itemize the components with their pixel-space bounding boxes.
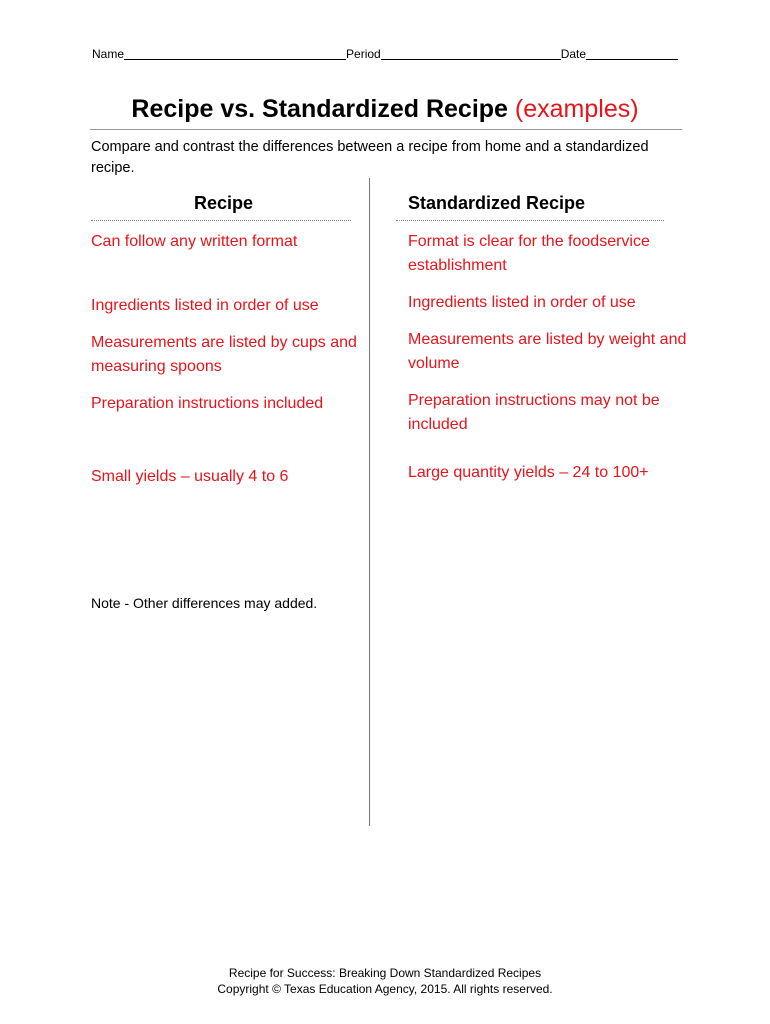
page-title-suffix: (examples) [514,95,639,123]
column-heading-recipe: Recipe [194,193,254,213]
standardized-cell: Large quantity yields – 24 to 100+ [408,464,649,481]
standardized-cell: Measurements are listed by weight and volume [408,331,687,372]
name-blank[interactable] [124,47,346,60]
note-text: Note - Other differences may added. [91,595,318,611]
column-heading-rule-right [396,220,664,221]
recipe-cell: Small yields – usually 4 to 6 [91,468,289,485]
student-info-line [92,46,678,62]
footer-title: Recipe for Success: Breaking Down Standardized Recipes [228,966,542,980]
intro-text: Compare and contrast the differences between a recipe from home and a standardized recipe. [91,139,649,176]
period-label: Period [346,47,381,61]
recipe-cell: Measurements are listed by cups and measuring spoons [91,334,357,375]
page-title-main: Recipe vs. Standardized Recipe [131,95,508,123]
standardized-cell: Ingredients listed in order of use [408,294,636,311]
date-label: Date [560,47,587,61]
period-blank[interactable] [381,47,561,60]
column-heading-standardized: Standardized Recipe [408,193,586,213]
recipe-cell: Can follow any written format [91,233,298,250]
footer [0,965,770,997]
footer-copyright: Copyright © Texas Education Agency, 2015. All rights reserved. [217,982,553,996]
name-label: Name [92,47,125,61]
recipe-cell: Preparation instructions included [91,395,324,412]
page-title [0,92,770,126]
standardized-cell: Format is clear for the foodservice establishment [408,233,650,274]
column-divider [369,178,370,826]
date-blank[interactable] [586,47,678,60]
standardized-cell: Preparation instructions may not be included [408,392,660,433]
title-divider [90,129,682,130]
column-heading-rule-left [91,220,351,221]
recipe-cell: Ingredients listed in order of use [91,297,319,314]
